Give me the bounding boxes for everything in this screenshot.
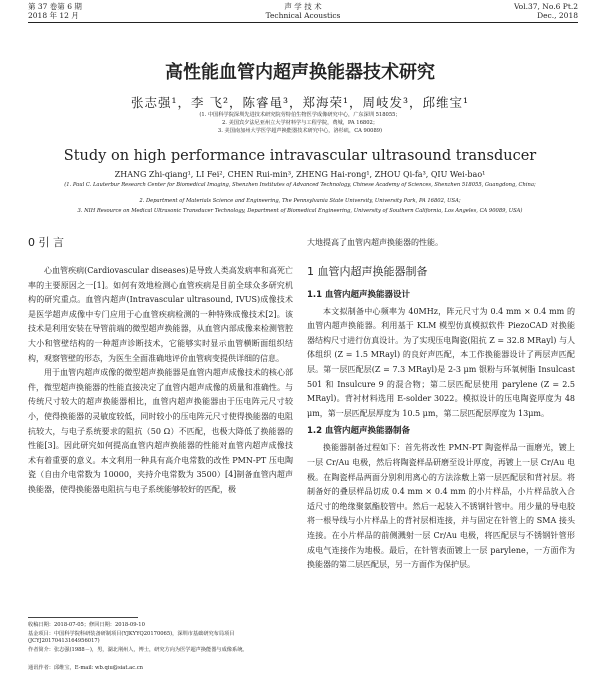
header-right (514, 2, 578, 20)
footnote-received: 收稿日期：2018-07-05；修回日期：2018-09-10 (28, 622, 145, 628)
affiliation-en-2: 2. Department of Materials Science and Engineering, The Pennsylvania State University, University Park, PA 16802, USA; (139, 198, 461, 204)
affiliation-zh-3: 3. 美国南加州大学医学超声换能器技术研究中心，洛杉矶，CA 90089) (217, 128, 383, 134)
subsection-heading-design: 1.1 血管内超声换能器设计 (307, 289, 411, 300)
subsection-heading-fabrication: 1.2 血管内超声换能器制备 (307, 426, 411, 437)
footnote-funding: 基金项目：中国科学院科研装备研制项目(YJKYYQ20170065)，深圳市基础研究布局项目(JCYJ20170413164956017) (28, 631, 235, 644)
header-journal-en: Technical Acoustics (265, 11, 341, 20)
footnote-author-bio: 作者简介：张志强(1988－)，男，湖北荆州人，博士，研究方向为医学超声换能器与成像系统。 (28, 647, 248, 653)
header-volume-zh: 第 37 卷第 6 期 (28, 2, 82, 11)
section-heading-intro: 0 引 言 (28, 236, 64, 249)
header-date-zh: 2018 年 12 月 (28, 11, 79, 20)
title-english: Study on high performance intravascular ultrasound transducer (63, 148, 537, 164)
title-chinese: 高性能血管内超声换能器技术研究 (165, 62, 435, 83)
affiliation-en-1: (1. Paul C. Lauterbur Research Center for Biomedical Imaging, Shenzhen Institutes of Advanced Technology, Chinese Academy of Sciences, Shenzhen 518055, Guangdong, China; (64, 182, 536, 188)
authors-english: ZHANG Zhi-qiang¹, LI Fei², CHEN Rui-min³, ZHENG Hai-rong¹, ZHOU Qi-fa³, QIU Wei-bao¹ (114, 170, 486, 179)
intro-paragraph-2: 用于血管内超声成像的微型超声换能器是血管内超声成像技术的核心部件，微型超声换能器的性能直接决定了血管内超声成像的质量和准确性。与传统尺寸较大的超声换能器相比，血管内超声换能器由于压电阵元尺寸较小，使得换能器的灵敏度较低，同时较小的压电阵元尺寸使得换能器的电阻抗较大，与电子系统要求的阻抗（50 Ω）不匹配，也极大降低了换能器的性能[3]。因此研究如何提高血管内超声换能器的性能对血管内超声成像技术有着重要的意义。本文利用一种具有高介电常数的改性 PMN-PT 压电陶瓷（自由介电常数为 10000，夹持介电常数为 3500）[4]制备血管内超声换能器，使得换能器电阻抗与电子系统能够较好的匹配，极 (28, 368, 293, 494)
affiliation-en-3: 3. NIH Resource on Medical Ultrasonic Transducer Technology, Department of Biomedical Engineering, University of Southern California, Los Angeles, CA 90089, USA) (77, 208, 523, 214)
footnote-rule (28, 617, 138, 618)
design-paragraph: 本文拟制备中心频率为 40MHz，阵元尺寸为 0.4 mm × 0.4 mm 的血管内超声换能器。利用基于 KLM 模型仿真模拟软件 PiezoCAD 对换能器结构尺寸进行仿真设计。为了实现压电陶瓷(阻抗 Z = 32.8 MRayl) 与人体组织 (Z = 1.5 MRayl) 的良好声匹配，本工作换能器设计了两层声匹配层。第一层匹配层(Z = 7.3 MRayl)是 2-3 μm 银粉与环氧树脂 Insulcast 501 和 Insulcure 9 的混合物；第二层匹配层使用 parylene (Z = 2.5 MRayl)。背衬材料选用 E-solder 3022。模拟设计的压电陶瓷厚度为 48 μm，第一层匹配层厚度为 10.5 μm，第二层匹配层厚度为 13μm。 (307, 306, 575, 418)
affiliation-zh-2: 2. 美国宾夕法尼亚州立大学材料学与工程学院，费城，PA 16802； (221, 120, 378, 126)
section-heading-fabrication: 1 血管内超声换能器制备 (307, 264, 428, 278)
left-column (28, 236, 293, 498)
intro-continuation: 大地提高了血管内超声换能器的性能。 (307, 238, 443, 247)
affiliation-zh-1: (1. 中国科学院深圳先进技术研究院劳特伯生物医学成像研究中心，广东深圳 518055； (199, 112, 401, 118)
running-header (28, 2, 578, 22)
header-volume-en: Vol.37, No.6 Pt.2 (513, 2, 578, 11)
footnote-corresponding: 通讯作者：邱维宝，E-mail: wb.qiu@siat.ac.cn (28, 665, 144, 671)
authors-chinese: 张志强¹，李 飞²，陈睿黾³，郑海荣¹，周岐发³，邱维宝¹ (130, 95, 470, 110)
header-journal-zh: 声 学 技 术 (284, 2, 322, 11)
fabrication-paragraph: 换能器制备过程如下：首先将改性 PMN-PT 陶瓷样品一面磨光，镀上一层 Cr/Au 电极，然后将陶瓷样品研磨至设计厚度，再镀上一层 Cr/Au 电极。在陶瓷样品两面分别利用离心的方法涂敷上第一层匹配层和背衬层。将制备好的叠层样品切成 0.4 mm × 0.4 mm 的小片样品，小片样品放入合适尺寸的绝缘聚氨酯胶管中。然后一起装入不锈钢针管中。用少量的导电胶将一根导线与小片样品上的背衬层相连接，并与固定在针管上的 SMA 接头连接。在小片样品的前侧溅射一层 Cr/Au 电极，将匹配层与不锈钢针管形成电气连接作为地极。最后，在针管表面镀上一层 parylene，一方面作为换能器的第二层匹配层，另一方面作为保护层。 (307, 443, 575, 570)
header-date-en: Dec., 2018 (537, 11, 578, 20)
right-column (307, 236, 575, 573)
header-rule (28, 22, 578, 23)
intro-paragraph-1: 心血管疾病(Cardiovascular diseases)是导致人类高发病率和高死亡率的主要原因之一[1]。如何有效地检测心血管疾病是目前全球众多研究机构的研究重点。血管内超声(Intravascular ultrasound, IVUS)成像技术是医学超声成像中专门应用于心血管疾病检测的一种特殊成像技术[2]。该技术是利用安装在导管前端的微型超声换能器，从血管内部成像来检测管腔大小和管壁结构的一种超声诊断技术，它能够实时显示血管横断面组织结构，观察管壁的形态，为医生全面准确地评价血管病变提供详细的信息。 (28, 266, 293, 363)
header-center (28, 2, 578, 20)
